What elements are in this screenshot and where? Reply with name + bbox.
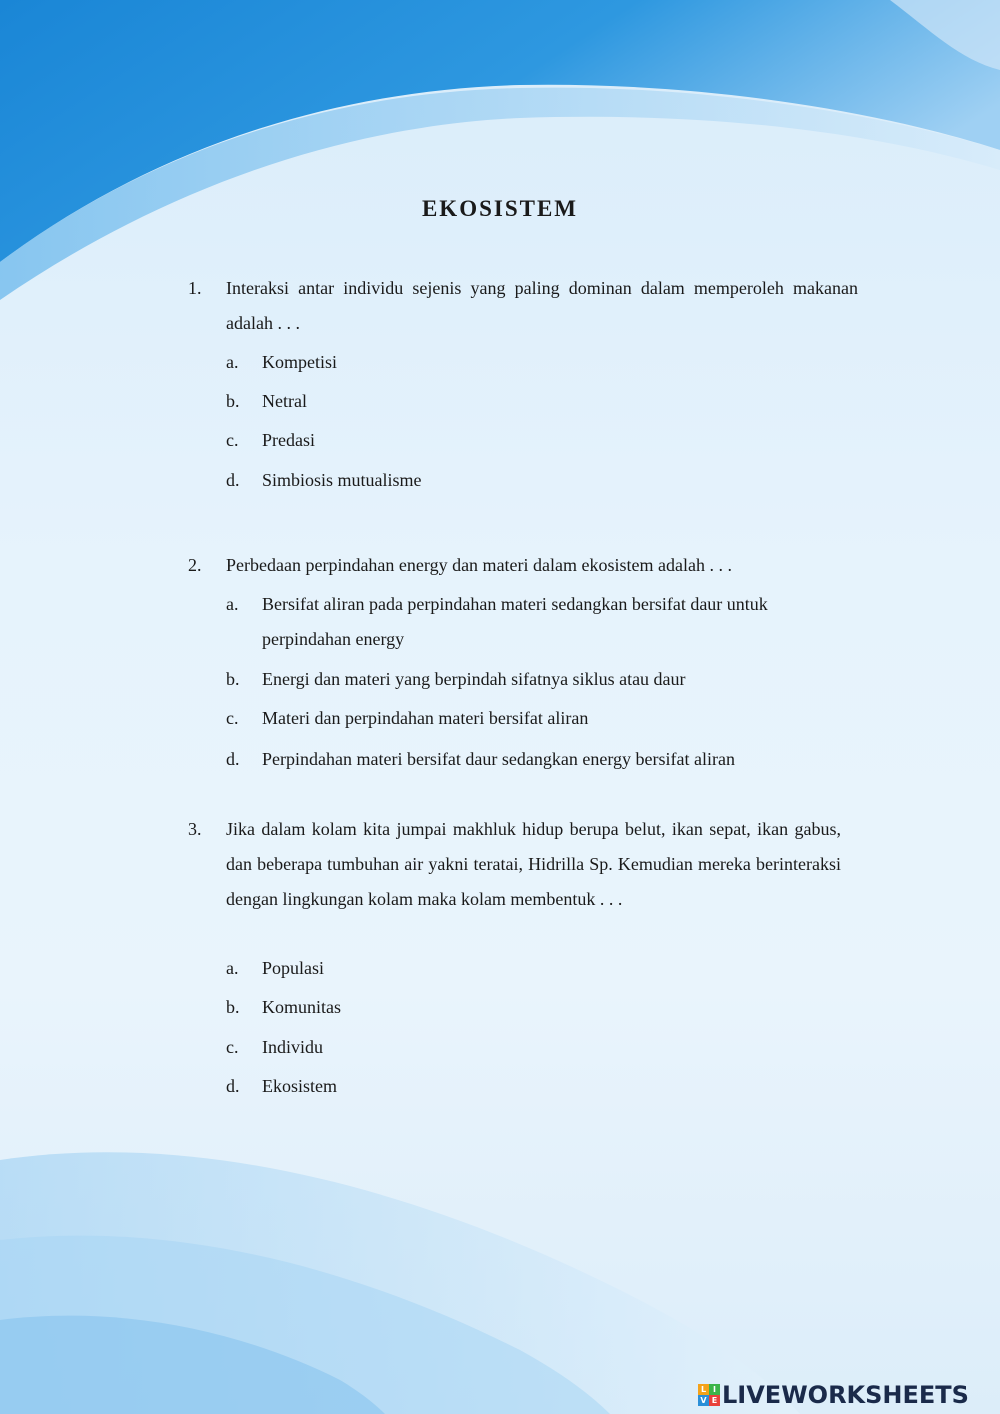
option-text: Energi dan materi yang berpindah sifatnya siklus atau daur (262, 669, 686, 689)
question-number: 3. (188, 819, 202, 839)
option-letter: b. (226, 669, 240, 689)
option-2d[interactable] (226, 742, 735, 777)
option-text: Perpindahan materi bersifat daur sedangkan energy bersifat aliran (262, 749, 735, 769)
option-letter: b. (226, 997, 240, 1017)
liveworksheets-logo (698, 1380, 969, 1410)
option-text: Predasi (262, 430, 315, 450)
mark-letter: V (698, 1395, 709, 1406)
option-letter: d. (226, 1076, 240, 1096)
option-3a[interactable] (226, 951, 324, 986)
option-text: Bersifat aliran pada perpindahan materi sedangkan bersifat daur untuk perpindahan energy (262, 594, 768, 649)
option-letter: c. (226, 430, 239, 450)
question-number: 2. (188, 555, 202, 575)
option-letter: a. (226, 352, 239, 372)
option-text: Netral (262, 391, 307, 411)
option-text: Populasi (262, 958, 325, 978)
option-text: Kompetisi (262, 352, 337, 372)
option-letter: c. (226, 1037, 239, 1057)
option-2c[interactable] (226, 701, 588, 736)
option-3d[interactable] (226, 1069, 337, 1104)
question-text: Interaksi antar individu sejenis yang paling dominan dalam memperoleh makanan adalah . . . (226, 278, 858, 333)
mark-letter: I (709, 1384, 720, 1395)
option-1d[interactable] (226, 463, 422, 498)
question-number: 1. (188, 278, 202, 298)
question-text: Perbedaan perpindahan energy dan materi dalam ekosistem adalah . . . (226, 555, 732, 575)
option-2a[interactable] (226, 587, 810, 657)
option-1b[interactable] (226, 384, 307, 419)
page-title: EKOSISTEM (421, 196, 579, 221)
option-letter: d. (226, 749, 240, 769)
mark-letter: E (709, 1395, 720, 1406)
option-text: Individu (262, 1037, 323, 1057)
option-text: Komunitas (262, 997, 341, 1017)
option-1a[interactable] (226, 345, 337, 380)
option-text: Simbiosis mutualisme (262, 470, 422, 490)
option-text: Ekosistem (262, 1076, 337, 1096)
option-3b[interactable] (226, 990, 341, 1025)
option-letter: b. (226, 391, 240, 411)
option-2b[interactable] (226, 662, 686, 697)
liveworksheets-text: LIVEWORKSHEETS (722, 1381, 969, 1409)
question-text: Jika dalam kolam kita jumpai makhluk hidup berupa belut, ikan sepat, ikan gabus, dan beberapa tumbuhan air yakni teratai, Hidrilla Sp. Kemudian mereka berinteraksi dengan lingkungan kolam maka kolam membentuk . . . (226, 819, 841, 909)
option-3c[interactable] (226, 1030, 323, 1065)
option-letter: c. (226, 708, 239, 728)
liveworksheets-mark-icon (698, 1384, 720, 1406)
option-letter: a. (226, 958, 239, 978)
option-text: Materi dan perpindahan materi bersifat aliran (262, 708, 589, 728)
option-letter: a. (226, 594, 239, 614)
option-1c[interactable] (226, 423, 315, 458)
option-letter: d. (226, 470, 240, 490)
mark-letter: L (698, 1384, 709, 1395)
